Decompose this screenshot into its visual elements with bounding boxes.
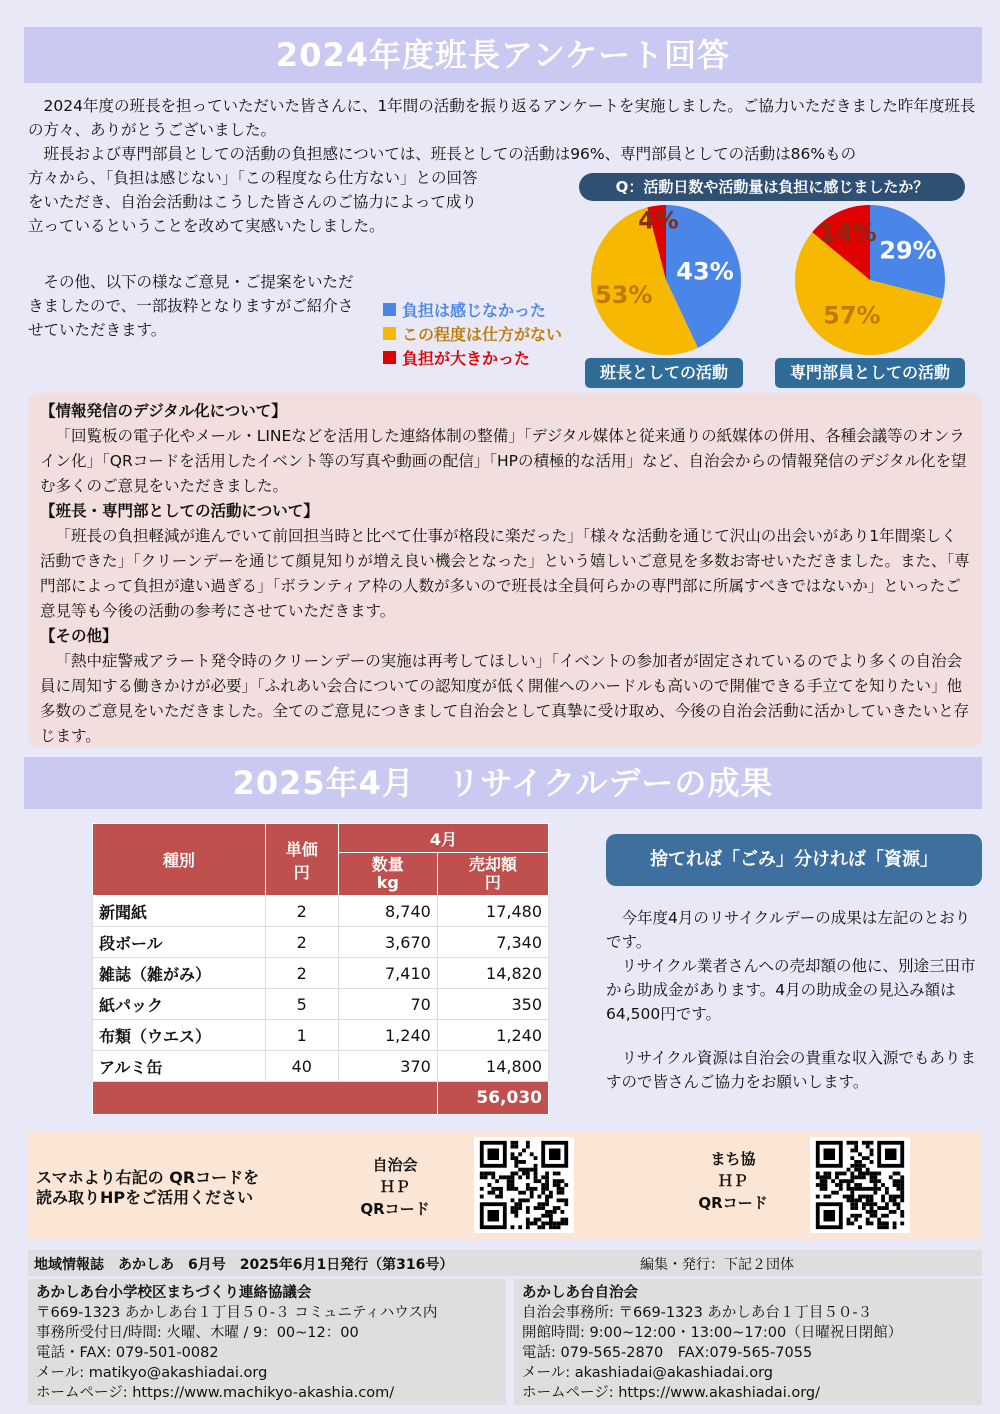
org-homepage[interactable]: ホームページ: https://www.machikyo-akashia.com/ xyxy=(36,1385,395,1401)
col-sales-unit: 円 xyxy=(484,873,501,892)
table-row xyxy=(93,958,549,989)
cell-unit-price: 5 xyxy=(265,989,338,1020)
legend-item xyxy=(383,346,530,369)
opinion-text: 「班長の負担軽減が進んでいて前回担当時と比べて仕事が格段に楽だった」「様々な活動を通じて沢山の出会いがあり1年間楽しく活動できた」「クリーンデーを通じて顔見知りが増え良い機会となった」という嬉しいご意見を多数お寄せいただきました。また、「専門部によって負担が違い過ぎる」「ボランティア枠の人数が多いので班長は全員何らかの専門部に所属すべきではないか」といったご意見等も今後の活動の参考にさせていただきます。 xyxy=(40,527,970,620)
qr-prompt-line: 読み取りHPをご活用ください xyxy=(36,1188,254,1207)
intro-text-narrow xyxy=(28,166,478,238)
recycle-title: 2025年4月 リサイクルデーの成果 xyxy=(232,764,774,802)
org-address: 自治会事務所: 〒669-1323 あかしあ台１丁目５０-３ xyxy=(522,1305,873,1321)
opinion-heading: 【情報発信のデジタル化について】 xyxy=(40,402,287,420)
col-sales-label: 売却額 xyxy=(468,855,517,874)
pie-chart-hancho xyxy=(591,205,741,355)
cell-unit-price: 2 xyxy=(265,927,338,958)
cell-kind: 段ボール xyxy=(93,927,266,958)
qr-code-icon xyxy=(474,1137,574,1233)
legend-label: この程度は仕方がない xyxy=(402,325,563,344)
qr-machikyo-label xyxy=(678,1148,788,1214)
intro-paragraph: 班長および専門部員としての活動の負担感については、班長としての活動は96%、専門部員としての活動は86%もの xyxy=(43,145,857,163)
recycle-description xyxy=(606,906,980,1094)
pie-data-label: 43% xyxy=(676,257,734,286)
publisher-info: 編集・発行：下記２団体 xyxy=(640,1257,794,1273)
cell-qty: 7,410 xyxy=(338,958,437,989)
legend-label: 負担が大きかった xyxy=(402,349,531,368)
qr-label-line: ＨＰ xyxy=(379,1178,410,1196)
cell-sales: 17,480 xyxy=(437,896,548,927)
survey-question: Q：活動日数や活動量は負担に感じましたか？ xyxy=(579,173,965,201)
org-name: あかしあ台自治会 xyxy=(522,1285,638,1301)
table-row xyxy=(93,1020,549,1051)
intro-paragraph: 方々から、「負担は感じない」「この程度なら仕方ない」との回答をいただき、自治会活動はこうした皆さんのご協力によって成り立っているということを改めて実感いたしました。 xyxy=(28,169,478,235)
total-spacer xyxy=(93,1082,438,1115)
recycle-slogan: 捨てれば「ごみ」分ければ「資源」 xyxy=(606,834,982,886)
table-row xyxy=(93,896,549,927)
cell-sales: 14,800 xyxy=(437,1051,548,1082)
pie-title-senmon: 専門部員としての活動 xyxy=(775,358,965,388)
qr-label-line: QRコード xyxy=(360,1200,430,1218)
intro-text-narrow-2 xyxy=(28,270,358,342)
cell-sales: 1,240 xyxy=(437,1020,548,1051)
cell-qty: 1,240 xyxy=(338,1020,437,1051)
cell-qty: 3,670 xyxy=(338,927,437,958)
opinion-heading: 【班長・専門部としての活動について】 xyxy=(40,502,319,520)
org-hours: 開館時間: 9:00~12:00・13:00~17:00（日曜祝日閉館） xyxy=(522,1325,903,1341)
cell-qty: 70 xyxy=(338,989,437,1020)
issue-info: 地域情報誌 あかしあ 6月号 2025年6月1日発行（第316号） xyxy=(34,1257,454,1273)
opinion-text: 「熱中症警戒アラート発令時のクリーンデーの実施は再考してほしい」「イベントの参加者が固定されているのでより多くの自治会員に周知する働きかけが必要」「ふれあい会合についての認知度が低く開催へのハードルも高いので開催できる手立てを知りたい」他多数のご意見をいただきました。全てのご意見につきまして自治会として真摯に受け取め、今後の自治会活動に活かしていきたいと存じます。 xyxy=(40,652,970,745)
cell-qty: 8,740 xyxy=(338,896,437,927)
cell-unit-price: 2 xyxy=(265,958,338,989)
qr-prompt xyxy=(36,1168,259,1208)
col-unit-price-label: 単価 xyxy=(285,839,318,859)
cell-unit-price: 40 xyxy=(265,1051,338,1082)
col-unit-price-unit: 円 xyxy=(293,862,310,882)
footer-machikyo xyxy=(28,1279,506,1405)
cell-kind: 紙パック xyxy=(93,989,266,1020)
qr-prompt-line: スマホより右記の QRコードを xyxy=(36,1168,260,1187)
col-qty xyxy=(338,853,437,896)
table-row xyxy=(93,1051,549,1082)
recycle-table xyxy=(92,823,549,1115)
col-qty-label: 数量 xyxy=(371,855,404,874)
org-phone: 電話・FAX: 079-501-0082 xyxy=(36,1345,219,1361)
pie-data-label: 29% xyxy=(879,236,937,265)
legend-swatch-red xyxy=(383,351,396,364)
col-kind: 種別 xyxy=(93,824,266,896)
intro-text xyxy=(28,94,976,166)
intro-paragraph: その他、以下の様なご意見・ご提案をいただきましたので、一部抜粋となりますがご紹介させていただきます。 xyxy=(28,273,354,339)
pie-data-label: 53% xyxy=(594,281,653,310)
qr-label-line: ＨＰ xyxy=(717,1172,748,1190)
cell-kind: 新聞紙 xyxy=(93,896,266,927)
legend-item xyxy=(383,322,562,345)
qr-band xyxy=(28,1132,982,1239)
org-homepage[interactable]: ホームページ: https://www.akashiadai.org/ xyxy=(522,1385,821,1401)
opinions-box xyxy=(28,393,982,747)
org-email[interactable]: メール: akashiadai@akashiadai.org xyxy=(522,1365,773,1381)
qr-label-line: まち協 xyxy=(710,1150,756,1168)
table-row xyxy=(93,989,549,1020)
legend-swatch-blue xyxy=(383,303,396,316)
legend-item xyxy=(383,298,546,321)
cell-kind: アルミ缶 xyxy=(93,1051,266,1082)
org-hours: 事務所受付日/時間: 火曜、木曜 / 9：00~12：00 xyxy=(36,1325,359,1341)
pie-data-label: 4% xyxy=(638,206,679,235)
cell-qty: 370 xyxy=(338,1051,437,1082)
org-phone: 電話: 079-565-2870 FAX:079-565-7055 xyxy=(522,1345,813,1361)
qr-code-icon xyxy=(810,1137,910,1233)
recycle-paragraph: 今年度4月のリサイクルデーの成果は左記のとおりです。 xyxy=(606,909,971,951)
legend-label: 負担は感じなかった xyxy=(402,301,547,320)
cell-kind: 雑誌（雑がみ） xyxy=(93,958,266,989)
recycle-banner xyxy=(24,757,982,809)
col-sales xyxy=(437,853,548,896)
qr-code-jichikai[interactable] xyxy=(474,1137,574,1233)
col-unit-price xyxy=(265,824,338,896)
qr-label-line: QRコード xyxy=(698,1194,768,1212)
org-name: あかしあ台小学校区まちづくり連絡協議会 xyxy=(36,1285,312,1301)
qr-code-machikyo[interactable] xyxy=(810,1137,910,1233)
opinion-text: 「回覧板の電子化やメール・LINEなどを活用した連絡体制の整備」「デジタル媒体と従来通りの紙媒体の併用、各種会議等のオンライン化」「QRコードを活用したイベント等の写真や動画の配信」「HPの積極的な活用」など、自治会からの情報発信のデジタル化を望む多くのご意見をいただきました。 xyxy=(40,427,967,495)
pie-title-hancho: 班長としての活動 xyxy=(585,358,743,388)
table-row xyxy=(93,927,549,958)
page-title-banner xyxy=(24,27,982,83)
recycle-paragraph: リサイクル資源は自治会の貴重な収入源でもありますので皆さんご協力をお願いします。 xyxy=(606,1049,976,1091)
recycle-paragraph: リサイクル業者さんへの売却額の他に、別途三田市から助成金があります。4月の助成金の見込み額は64,500円です。 xyxy=(606,957,976,1023)
cell-sales: 7,340 xyxy=(437,927,548,958)
legend-swatch-yellow xyxy=(383,327,396,340)
page-title: 2024年度班長アンケート回答 xyxy=(275,36,731,74)
opinion-heading: 【その他】 xyxy=(40,627,118,645)
footer-issue-bar xyxy=(28,1250,982,1276)
col-month: 4月 xyxy=(338,824,548,853)
pie-data-label: 57% xyxy=(823,301,881,330)
intro-paragraph: 2024年度の班長を担っていただいた皆さんに、1年間の活動を振り返るアンケートを実施しました。ご協力いただきました昨年度班長の方々、ありがとうございました。 xyxy=(28,97,976,139)
pie-data-label: 14% xyxy=(819,218,877,247)
total-sales: 56,030 xyxy=(437,1082,548,1115)
qr-jichikai-label xyxy=(340,1154,450,1220)
col-qty-unit: kg xyxy=(376,873,399,892)
cell-sales: 14,820 xyxy=(437,958,548,989)
cell-kind: 布類（ウエス） xyxy=(93,1020,266,1051)
cell-unit-price: 1 xyxy=(265,1020,338,1051)
cell-unit-price: 2 xyxy=(265,896,338,927)
org-email[interactable]: メール: matikyo@akashiadai.org xyxy=(36,1365,268,1381)
qr-label-line: 自治会 xyxy=(372,1156,418,1174)
org-address: 〒669-1323 あかしあ台１丁目５０-３ コミュニティハウス内 xyxy=(36,1305,438,1321)
footer-jichikai xyxy=(514,1279,982,1405)
pie-chart-senmon xyxy=(795,205,945,355)
cell-sales: 350 xyxy=(437,989,548,1020)
pie-charts xyxy=(560,200,980,360)
